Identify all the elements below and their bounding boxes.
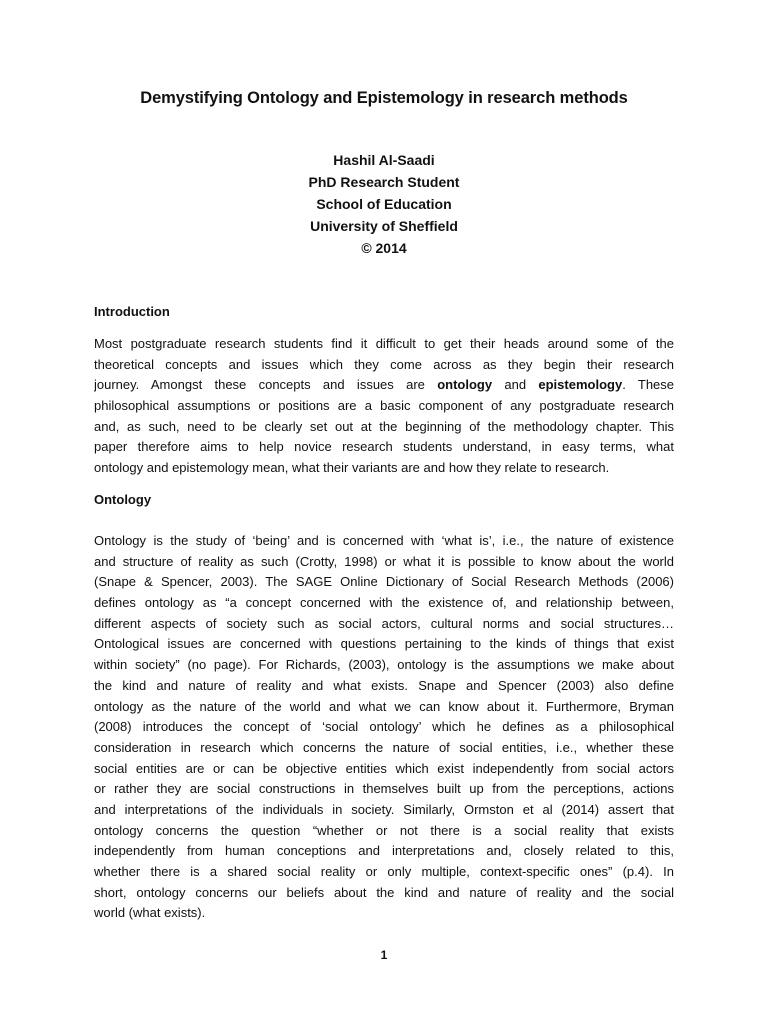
paragraph-line: short, ontology concerns our beliefs about the kind and nature of reality and the social [94, 884, 674, 900]
paragraph-line: and interpretations of the individuals in society. Similarly, Ormston et al (2014) assert that [94, 801, 674, 817]
paragraph-line: or rather they are social constructions in themselves built up from the perceptions, actions [94, 781, 674, 797]
author-name: Hashil Al-Saadi [333, 152, 435, 168]
paragraph-line: independently from human conceptions and interpretations and, closely related to this, [94, 843, 674, 859]
paragraph-line: social entities are or can be objective entities which exist independently from social actors [94, 760, 674, 776]
paragraph-line: ontology as the nature of the world and what we can know about it. Furthermore, Bryman [94, 698, 674, 714]
paragraph-line: and, as such, need to be clearly set out at the beginning of the methodology chapter. This [94, 418, 674, 434]
document-title: Demystifying Ontology and Epistemology in research methods [140, 89, 628, 107]
paragraph-line: (2008) introduces the concept of ‘social ontology’ which he defines as a philosophical [94, 719, 674, 735]
paragraph-line: world (what exists). [94, 905, 206, 921]
paragraph-line: within society” (no page). For Richards, (2003), ontology is the assumptions we make about [94, 657, 674, 673]
paragraph-line: different aspects of society such as social actors, cultural norms and social structures… [94, 615, 674, 631]
paragraph-line: ontology concerns the question “whether or not there is a social reality that exists [94, 822, 674, 838]
author-role: PhD Research Student [308, 174, 460, 190]
author-block [0, 149, 768, 259]
paragraph-line: theoretical concepts and issues which they come across as they begin their research [94, 356, 674, 372]
paragraph-line: defines ontology as “a concept concerned with the existence of, and relationship between, [94, 595, 674, 611]
ontology-heading: Ontology [94, 492, 152, 507]
paragraph-line: Ontological issues are concerned with questions pertaining to the kinds of things that exist [94, 636, 674, 652]
author-school: School of Education [316, 196, 452, 212]
paragraph-line: journey. Amongst these concepts and issues are ontology and epistemology. These [94, 377, 674, 393]
paragraph-line: ontology and epistemology mean, what their variants are and how they relate to research. [94, 460, 610, 476]
key-term: epistemology [538, 377, 623, 393]
key-term: ontology [437, 377, 493, 393]
paragraph-line: and structure of reality as such (Crotty, 1998) or what it is possible to know about the world [94, 553, 674, 569]
paragraph-line: whether there is a shared social reality or only multiple, context-specific ones” (p.4). In [94, 864, 674, 879]
paragraph-line: paper therefore aims to help novice research students understand, in easy terms, what [94, 439, 674, 455]
paragraph-line: Ontology is the study of ‘being’ and is concerned with ‘what is’, i.e., the nature of existence [94, 533, 674, 548]
author-university: University of Sheffield [310, 218, 458, 234]
paragraph-line: philosophical assumptions or positions are a basic component of any postgraduate research [94, 398, 674, 414]
introduction-paragraph [94, 334, 674, 479]
paragraph-line: consideration in research which concerns the nature of social entities, i.e., whether these [94, 739, 674, 755]
introduction-heading: Introduction [94, 304, 170, 319]
paragraph-line: Most postgraduate research students find it difficult to get their heads around some of the [94, 336, 674, 351]
copyright-notice: © 2014 [361, 240, 407, 256]
paragraph-line: the kind and nature of reality and what exists. Snape and Spencer (2003) also define [94, 677, 674, 693]
paragraph-line: (Snape & Spencer, 2003). The SAGE Online Dictionary of Social Research Methods (2006) [94, 574, 674, 590]
ontology-paragraph [94, 531, 674, 924]
page-number: 1 [380, 948, 388, 962]
